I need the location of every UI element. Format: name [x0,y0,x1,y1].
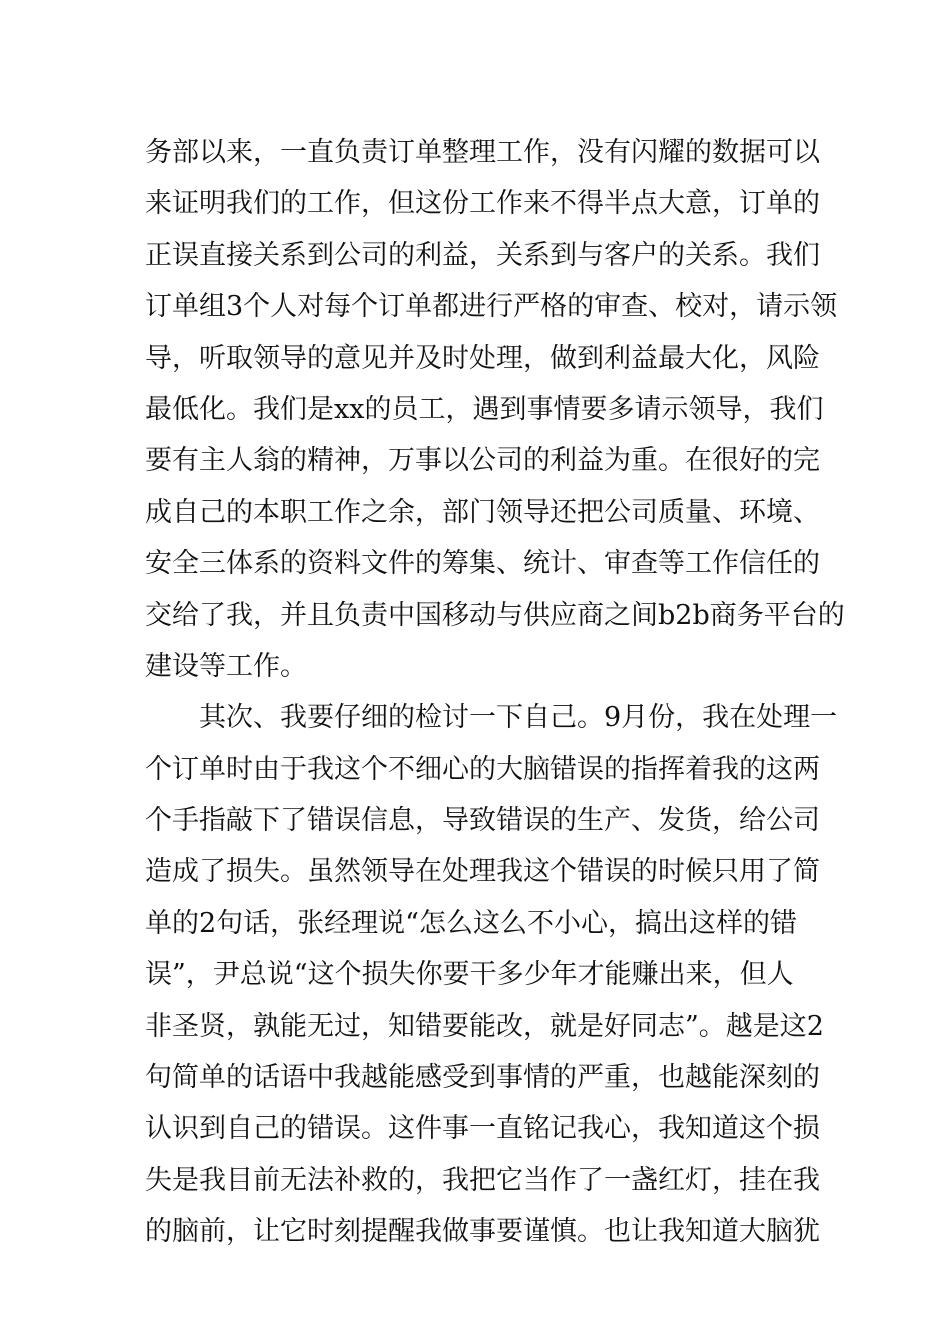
paragraph-2 [145,692,838,1257]
text-line: 失是我目前无法补救的，我把它当作了一盏红灯，挂在我 [145,1164,820,1196]
text-line: 认识到自己的错误。这件事一直铭记我心，我知道这个损 [145,1113,820,1145]
text-line: 非圣贤，孰能无过，知错要能改，就是好同志”。越是这2 [145,1010,824,1042]
document-body [145,127,845,1258]
text-line: 个手指敲下了错误信息，导致错误的生产、发货，给公司 [145,805,820,837]
text-line: 最低化。我们是xx的员工，遇到事情要多请示领导，我们 [145,393,824,425]
text-line: 交给了我，并且负责中国移动与供应商之间b2b商务平台的 [145,599,845,631]
text-line: 来证明我们的工作，但这份工作来不得半点大意，订单的 [145,188,820,220]
text-line: 务部以来，一直负责订单整理工作，没有闪耀的数据可以 [145,137,820,168]
text-line: 安全三体系的资料文件的筹集、统计、审查等工作信任的 [145,548,820,580]
text-line: 个订单时由于我这个不细心的大脑错误的指挥着我的这两 [145,753,820,785]
text-line: 成自己的本职工作之余，部门领导还把公司质量、环境、 [145,496,820,528]
text-line: 要有主人翁的精神，万事以公司的利益为重。在很好的完 [145,445,820,477]
text-line: 建设等工作。 [145,650,307,682]
text-line: 正误直接关系到公司的利益，关系到与客户的关系。我们 [145,239,820,271]
paragraph-1 [145,127,845,692]
text-line: 单的2句话，张经理说“怎么这么不小心，搞出这样的错 [145,907,797,939]
text-line: 导，听取领导的意见并及时处理，做到利益最大化，风险 [145,342,820,374]
text-line: 其次、我要仔细的检讨一下自己。9月份，我在处理一 [199,702,838,734]
text-line: 订单组3个人对每个订单都进行严格的审查、校对，请示领 [145,291,838,323]
text-line: 句简单的话语中我越能感受到事情的严重，也越能深刻的 [145,1062,820,1094]
text-line: 造成了损失。虽然领导在处理我这个错误的时候只用了简 [145,856,820,888]
text-line: 的脑前，让它时刻提醒我做事要谨慎。也让我知道大脑犹 [145,1216,820,1248]
text-line: 误”，尹总说“这个损失你要干多少年才能赚出来，但人 [145,959,794,991]
